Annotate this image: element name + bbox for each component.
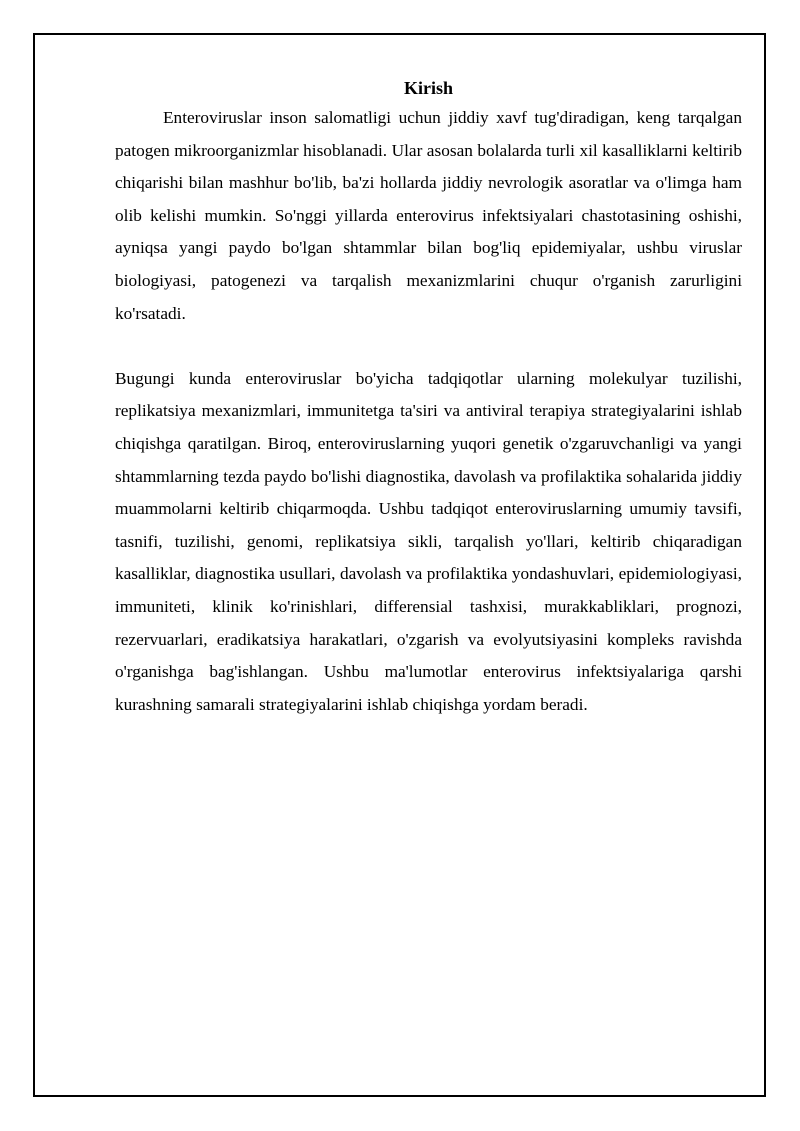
paragraph-gap — [115, 330, 742, 363]
document-body — [115, 75, 742, 721]
paragraph-intro: Enteroviruslar inson salomatligi uchun jiddiy xavf tug'diradigan, keng tarqalgan patogen mikroorganizmlar hisoblanadi. Ular asosan bolalarda turli xil kasalliklarni keltirib chiqarishi bilan mashhur bo'lib, ba'zi hollarda jiddiy nevrologik asoratlar va o'limga ham olib kelishi mumkin. So'nggi yillarda enterovirus infektsiyalari chastotasining oshishi, ayniqsa yangi paydo bo'lgan shtammlar bilan bog'liq epidemiyalar, ushbu viruslar biologiyasi, patogenezi va tarqalish mexanizmlarini chuqur o'rganish zarurligini ko'rsatadi. — [115, 108, 742, 323]
document-title: Kirish — [403, 78, 453, 98]
paragraph-research: Bugungi kunda enteroviruslar bo'yicha tadqiqotlar ularning molekulyar tuzilishi, replikatsiya mexanizmlari, immunitetga ta'siri va antiviral terapiya strategiyalarini ishlab chiqishga qaratilgan. Biroq, enteroviruslarning yuqori genetik o'zgaruvchanligi va yangi shtammlarning tezda paydo bo'lishi diagnostika, davolash va profilaktika sohalarida jiddiy muammolarni keltirib chiqarmoqda. Ushbu tadqiqot enteroviruslarning umumiy tavsifi, tasnifi, tuzilishi, genomi, replikatsiya sikli, tarqalish yo'llari, keltirib chiqaradigan kasalliklar, diagnostika usullari, davolash va profilaktika yondashuvlari, epidemiologiyasi, immuniteti, klinik ko'rinishlari, differensial tashxisi, murakkabliklari, prognozi, rezervuarlari, eradikatsiya harakatlari, o'zgarish va evolyutsiyasini kompleks ravishda o'rganishga bag'ishlangan. Ushbu ma'lumotlar enterovirus infektsiyalariga qarshi kurashning samarali strategiyalarini ishlab chiqishga yordam beradi. — [115, 368, 742, 714]
